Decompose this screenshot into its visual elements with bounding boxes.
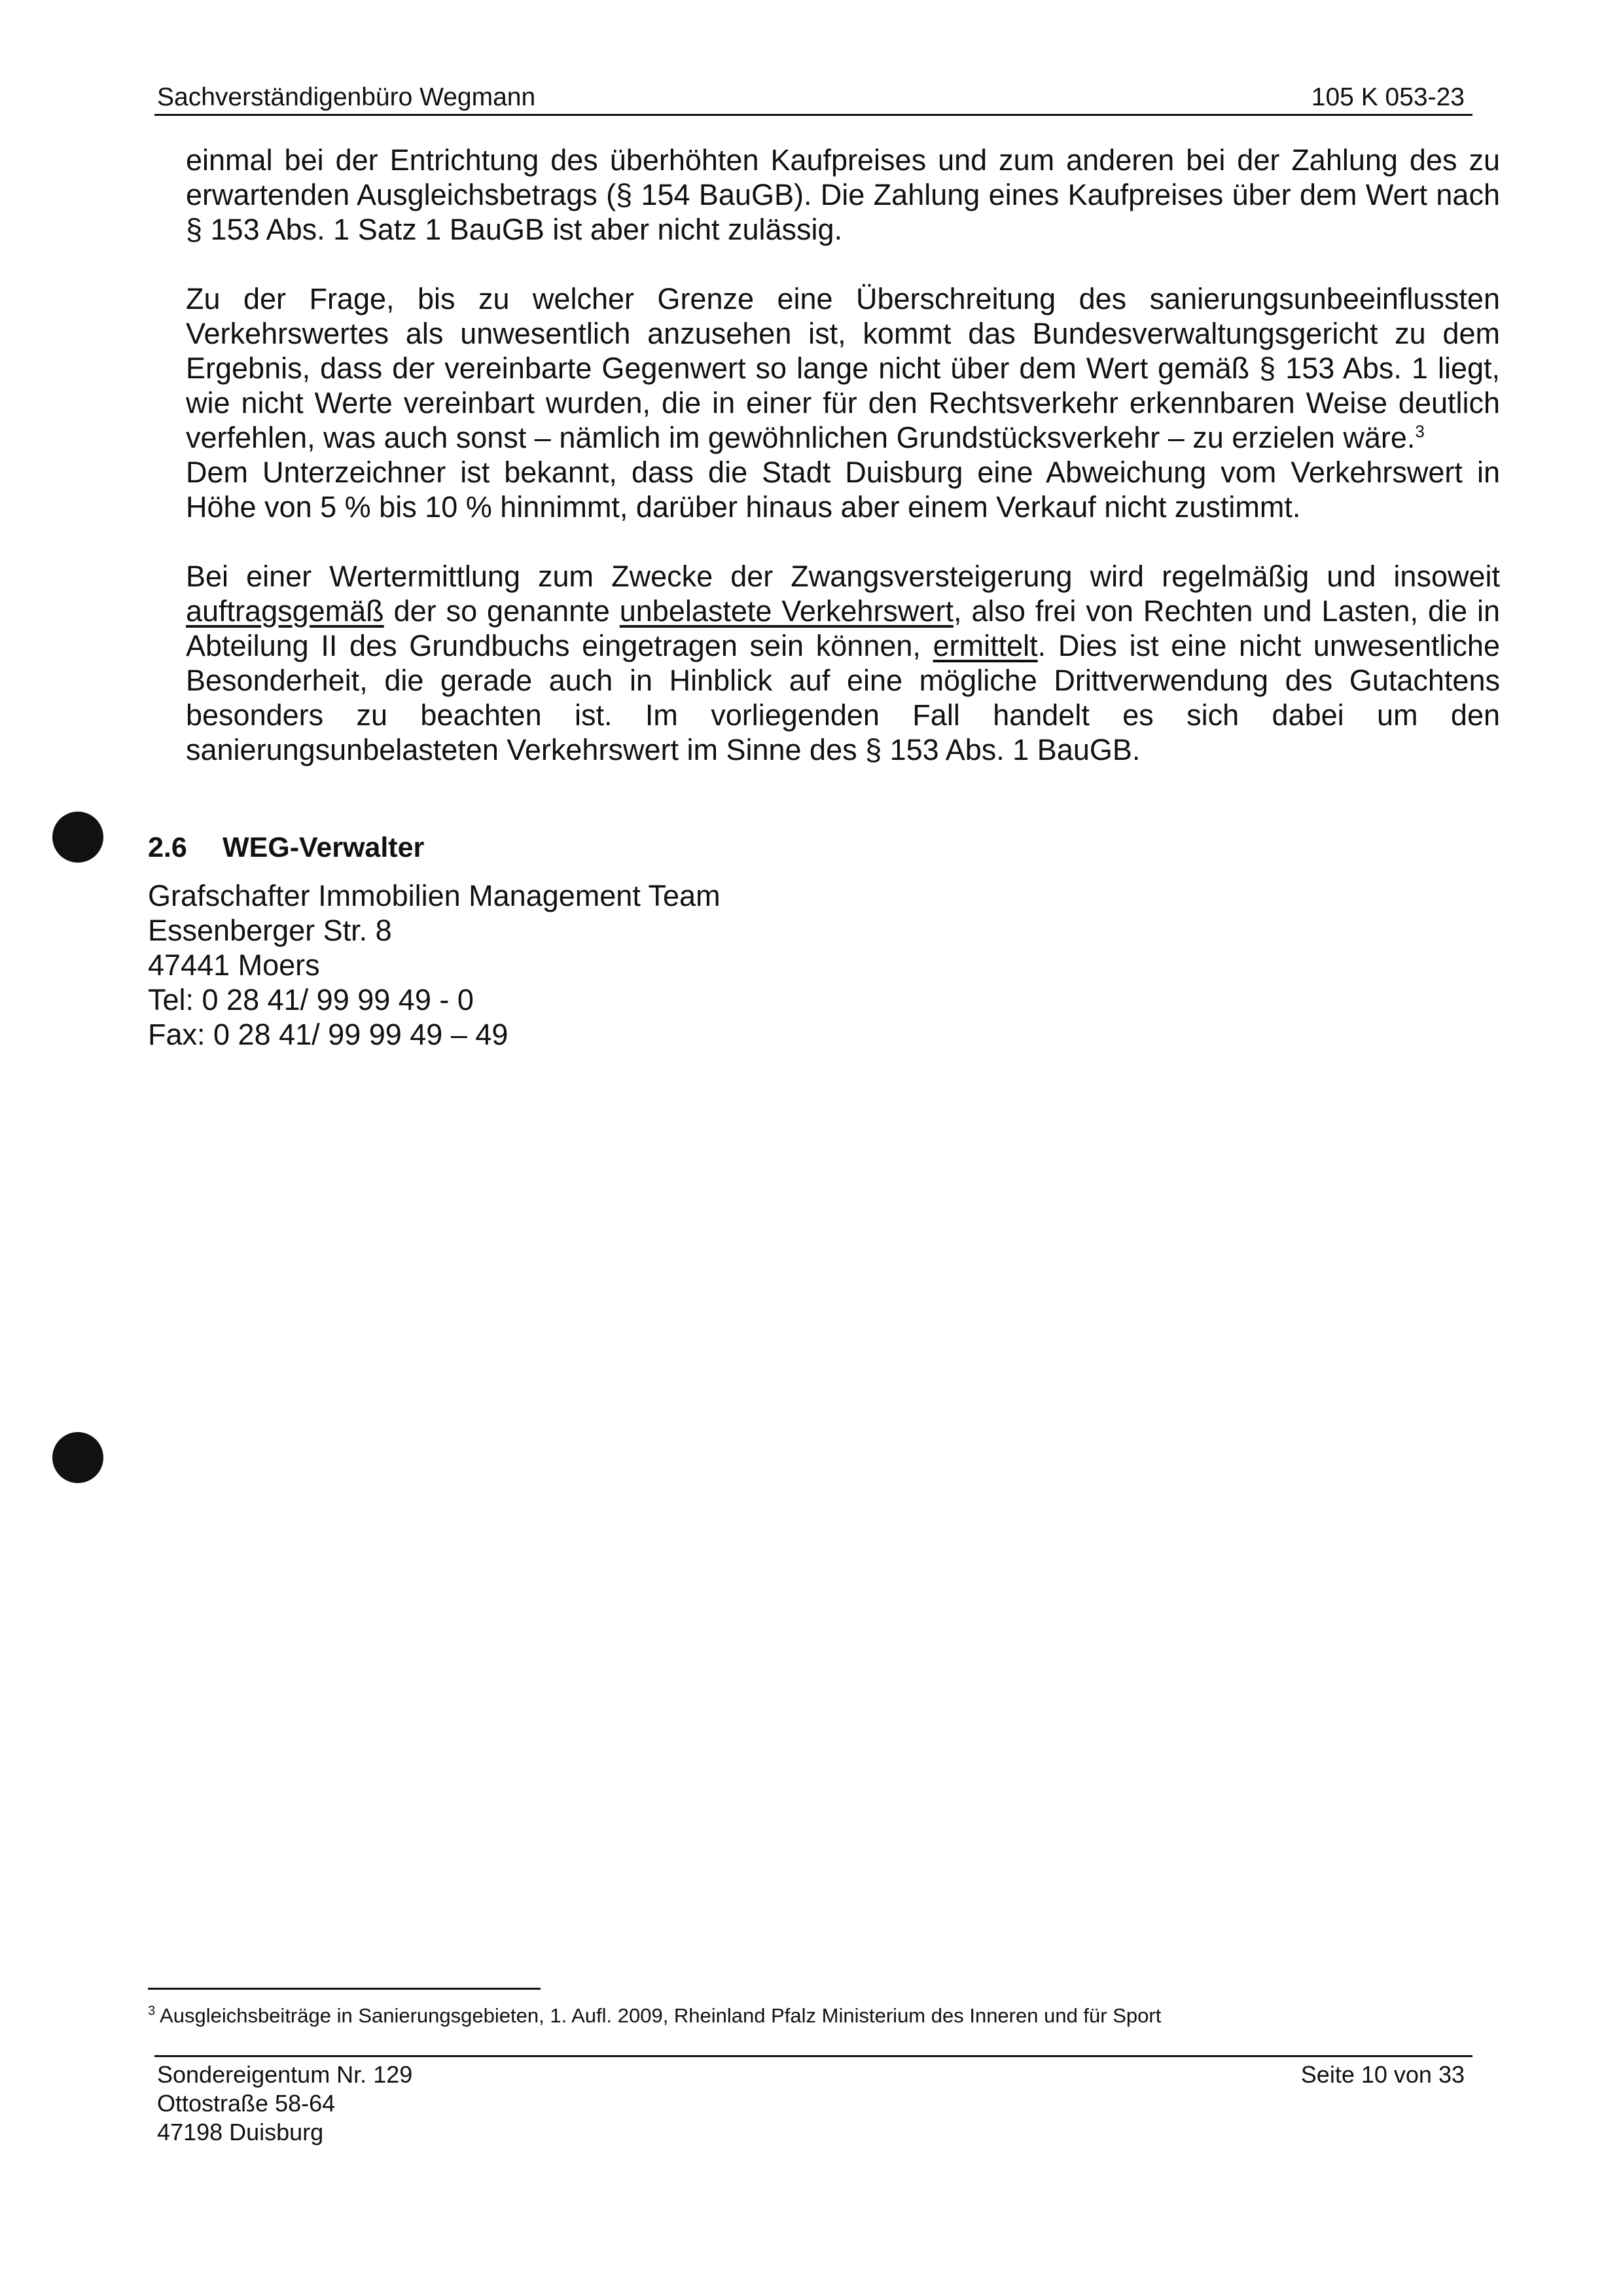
paragraph-2-tail: Dem Unterzeichner ist bekannt, dass die Stadt Duisburg eine Abweichung vom Verkehrswert in Höhe von 5 % bis 10 % hinnimmt, darüber hinaus aber einem Verkauf nicht zustimmt. — [186, 456, 1500, 524]
underlined-unbelastete-verkehrswert: unbelastete Verkehrswert — [619, 594, 954, 628]
footnote-reference: 3 — [1415, 422, 1425, 441]
underlined-auftragsgemaess: auftragsgemäß — [186, 594, 384, 628]
paragraph-2-main: Zu der Frage, bis zu welcher Grenze eine Überschreitung des sanierungsunbeeinflussten Verkehrswertes als unwesentlich anzusehen ist, kommt das Bundesverwaltungsgericht zu dem Ergebnis, dass der vereinbarte Gegenwert so lange nicht über dem Wert gemäß § 153 Abs. 1 liegt, wie nicht Werte vereinbart wurden, die in einer für den Rechtsverkehr erkennbaren Weise deutlich verfehlen, was auch sonst – nämlich im gewöhnlichen Grundstücksverkehr – zu erzielen wäre. — [186, 282, 1500, 454]
footer-property — [157, 2060, 412, 2147]
paragraph-3-part-b: der so genannte — [393, 594, 610, 628]
body-text — [186, 143, 1500, 802]
paragraph-1: einmal bei der Entrichtung des überhöhten Kaufpreises und zum anderen bei der Zahlung des zu erwartenden Ausgleichsbetrags (§ 154 BauGB). Die Zahlung eines Kaufpreises über dem Wert nach § 153 Abs. 1 Satz 1 BauGB ist aber nicht zulässig. — [186, 143, 1500, 246]
address-line: 47441 Moers — [148, 948, 320, 982]
address-line: Essenberger Str. 8 — [148, 914, 392, 947]
punch-hole-mark — [52, 1432, 103, 1483]
paragraph-3-part-a: Bei einer Wertermittlung zum Zwecke der Zwangsversteigerung wird regelmäßig und insoweit — [186, 560, 1500, 593]
page-number: Seite 10 von 33 — [1300, 2061, 1465, 2088]
footer-line: 47198 Duisburg — [157, 2119, 324, 2145]
section-title: WEG-Verwalter — [223, 832, 425, 863]
address-line: Fax: 0 28 41/ 99 99 49 – 49 — [148, 1018, 508, 1051]
address-line: Tel: 0 28 41/ 99 99 49 - 0 — [148, 983, 474, 1016]
header-file-number: 105 K 053-23 — [1311, 83, 1465, 111]
paragraph-3-part-d: . Dies ist eine nicht unwesentliche Besonderheit, die gerade auch in Hinblick auf eine mögliche Drittverwendung des Gutachtens besonders zu beachten ist. Im vorliegenden Fall handelt es sich dabei um den sanierungsunbelasteten Verkehrswert im Sinne des § 153 Abs. 1 BauGB. — [186, 629, 1500, 766]
address-line: Grafschafter Immobilien Management Team — [148, 879, 721, 912]
footer-line: Sondereigentum Nr. 129 — [157, 2061, 413, 2088]
header-office-name: Sachverständigenbüro Wegmann — [157, 83, 536, 111]
paragraph-3 — [186, 559, 1500, 767]
footnote-separator — [148, 1988, 541, 1990]
paragraph-3-part-c: , also frei von Rechten und Lasten, die in Abteilung II des Grundbuchs eingetragen sein können, — [186, 594, 1500, 662]
section-heading — [148, 828, 424, 867]
page-footer — [154, 2055, 1472, 2145]
underlined-ermittelt: ermittelt — [933, 629, 1038, 662]
footer-line: Ottostraße 58-64 — [157, 2090, 336, 2117]
page-header — [154, 81, 1472, 116]
section-number: 2.6 — [148, 832, 187, 863]
footnote — [148, 2003, 1161, 2029]
footnote-mark: 3 — [148, 2003, 156, 2018]
paragraph-2 — [186, 281, 1500, 524]
manager-address — [148, 878, 721, 1052]
footnote-text: Ausgleichsbeiträge in Sanierungsgebieten, 1. Aufl. 2009, Rheinland Pfalz Ministerium des Inneren und für Sport — [160, 2004, 1162, 2027]
punch-hole-mark — [52, 812, 103, 863]
